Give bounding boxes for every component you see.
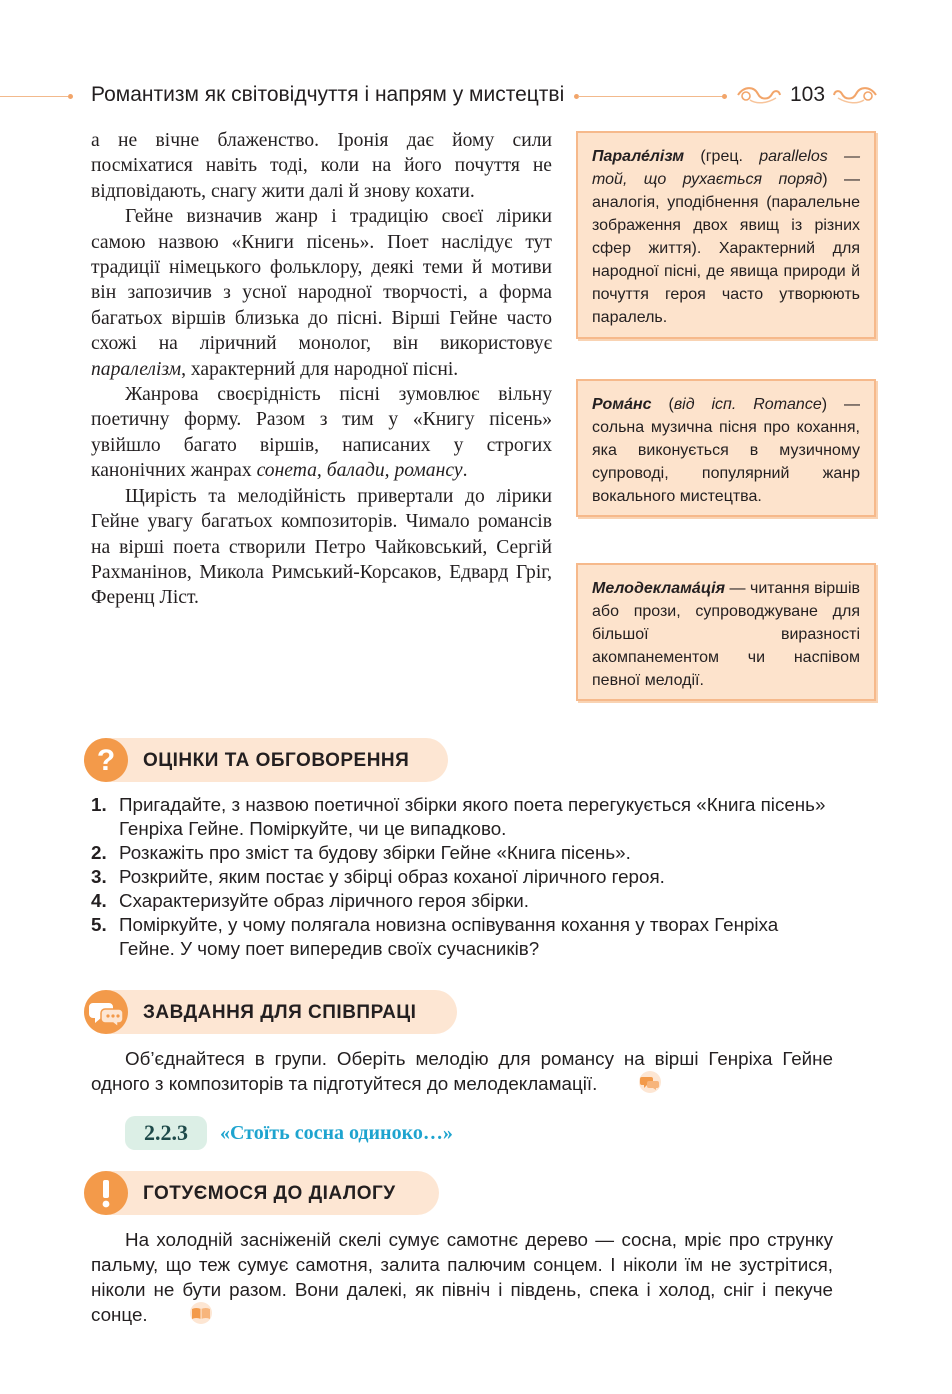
section-title: ЗАВДАННЯ ДЛЯ СПІВПРАЦІ: [143, 1002, 417, 1023]
paragraph-4: Щирість та мелодійність привертали до лірики Гейне увагу багатьох композиторів. Чимало романсів на вірші поета створили Петро Чайковський, Сергій Рахманінов, Микола Римський-Корсаков, Едвард Гріг, Ференц Ліст.: [91, 485, 552, 609]
section-heading-assessment: [84, 738, 448, 782]
paragraph-2: Гейне визначив жанр і традицію своєї лірики самою назвою «Книги пісень». Поет наслідує тут традиції німецького фольклору, деякі теми й мотиви він запозичив з усної народної творчості, а форма багатьох віршів близька до пісні. Вірші Гейне часто схожі на ліричний монолог, він використовує паралелізм, характерний для народної пісні.: [91, 206, 552, 380]
glossary-definition: читання віршів або прози, супроводжуване для більшої виразності акомпанементом чи наспівом певної мелодії.: [592, 580, 861, 689]
ornament-left-icon: [736, 84, 782, 106]
open-book-icon: [154, 1302, 214, 1330]
ornament-right-icon: [832, 84, 878, 106]
glossary-box-parallelism: Парале́лізм (грец. parallelos — той, що рухається поряд) — аналогія, уподібнення (паралельне зображення двох явищ із різних сфер життя). Характерний для народної пісні, де явища природи й почуття героя часто утворюють паралель.: [576, 131, 876, 339]
cooperation-task-text: Об’єднайтеся в групи. Оберіть мелодію для романсу на вірші Генріха Гейне одного з композиторів та підготуйтеся до мелодекламації.: [91, 1046, 833, 1099]
glossary-box-romance: Рома́нс (від ісп. Romance) — сольна музична пісня про кохання, яка виконується в музичному супроводі, популярний жанр вокального мистецтва.: [576, 379, 876, 517]
glossary-definition: аналогія, уподібнення (паралельне зображення двох явищ із різних сфер життя). Характерний для народної пісні, де явища природи й почуття героя часто утворюють паралель.: [592, 194, 860, 326]
dialog-text: На холодній засніженій скелі сумує самотнє дерево — сосна, мріє про струнку пальму, що теж сумує самотня, залита палючим сонцем. І ніколи їм не зустрітися, ніколи не бути разом. Вони далекі, як північ і південь, спека і холод, сніг і пекуче сонце.: [91, 1227, 833, 1330]
section-title: ГОТУЄМОСЯ ДО ДІАЛОГУ: [143, 1183, 396, 1204]
list-item: 1. Пригадайте, з назвою поетичної збірки якого поета перегукується «Книга пісень» Генріха Гейне. Поміркуйте, чи це випадково.: [91, 794, 826, 839]
paragraph-3: Жанрова своєрідність пісні зумовлює вільну поетичну форму. Разом з тим у «Книгу пісень» увійшло багато віршів, написаних у строгих канонічних жанрах сонета, балади, романсу.: [91, 384, 552, 482]
header-rule-right: [578, 96, 724, 97]
glossary-definition: сольна музична пісня про кохання, яка виконується в музичному супроводі, популярний жанр вокального мистецтва.: [592, 419, 860, 505]
section-heading-cooperation: [84, 990, 457, 1034]
section-heading-dialog: [84, 1171, 439, 1215]
header-dot-right: [722, 94, 727, 99]
subsection-title: «Стоїть сосна одиноко…»: [220, 1122, 453, 1144]
list-item: 2. Розкажіть про зміст та будову збірки Гейне «Книга пісень».: [91, 842, 631, 863]
header-dot-left: [68, 94, 73, 99]
glossary-term: Парале́лізм: [592, 148, 685, 165]
running-header-title: Романтизм як світовідчуття і напрям у мистецтві: [91, 83, 565, 106]
page-number: 103: [790, 83, 826, 106]
subsection-number: 2.2.3: [125, 1116, 207, 1150]
glossary-box-melodeclamation: Мелодеклама́ція — читання віршів або прози, супроводжуване для більшої виразності акомпанементом чи наспівом певної мелодії.: [576, 563, 876, 701]
list-item: 5. Поміркуйте, у чому полягала новизна оспівування кохання у творах Генріха Гейне. У чому поет випередив своїх сучасників?: [91, 914, 779, 959]
list-item: 3. Розкрийте, яким постає у збірці образ коханої ліричного героя.: [91, 866, 665, 887]
list-item: 4. Схарактеризуйте образ ліричного героя збірки.: [91, 890, 529, 911]
header-rule-left: [0, 96, 68, 97]
section-title: ОЦІНКИ ТА ОБГОВОРЕННЯ: [143, 750, 410, 771]
exclamation-icon: [84, 1171, 128, 1215]
chat-bubbles-icon: [603, 1071, 663, 1099]
question-list: [91, 793, 836, 961]
svg-text:?: ?: [96, 744, 116, 777]
glossary-term: Мелодеклама́ція: [592, 580, 726, 597]
chat-bubbles-icon: [84, 990, 128, 1034]
question-mark-icon: [84, 738, 128, 782]
main-text: [91, 128, 552, 611]
glossary-term: Рома́нс: [592, 396, 652, 413]
paragraph-1: а не вічне блаженство. Іронія дає йому сили посміхатися навіть тоді, коли на його почуття не відповідають, снагу жити далі й знову кохати.: [91, 130, 552, 202]
